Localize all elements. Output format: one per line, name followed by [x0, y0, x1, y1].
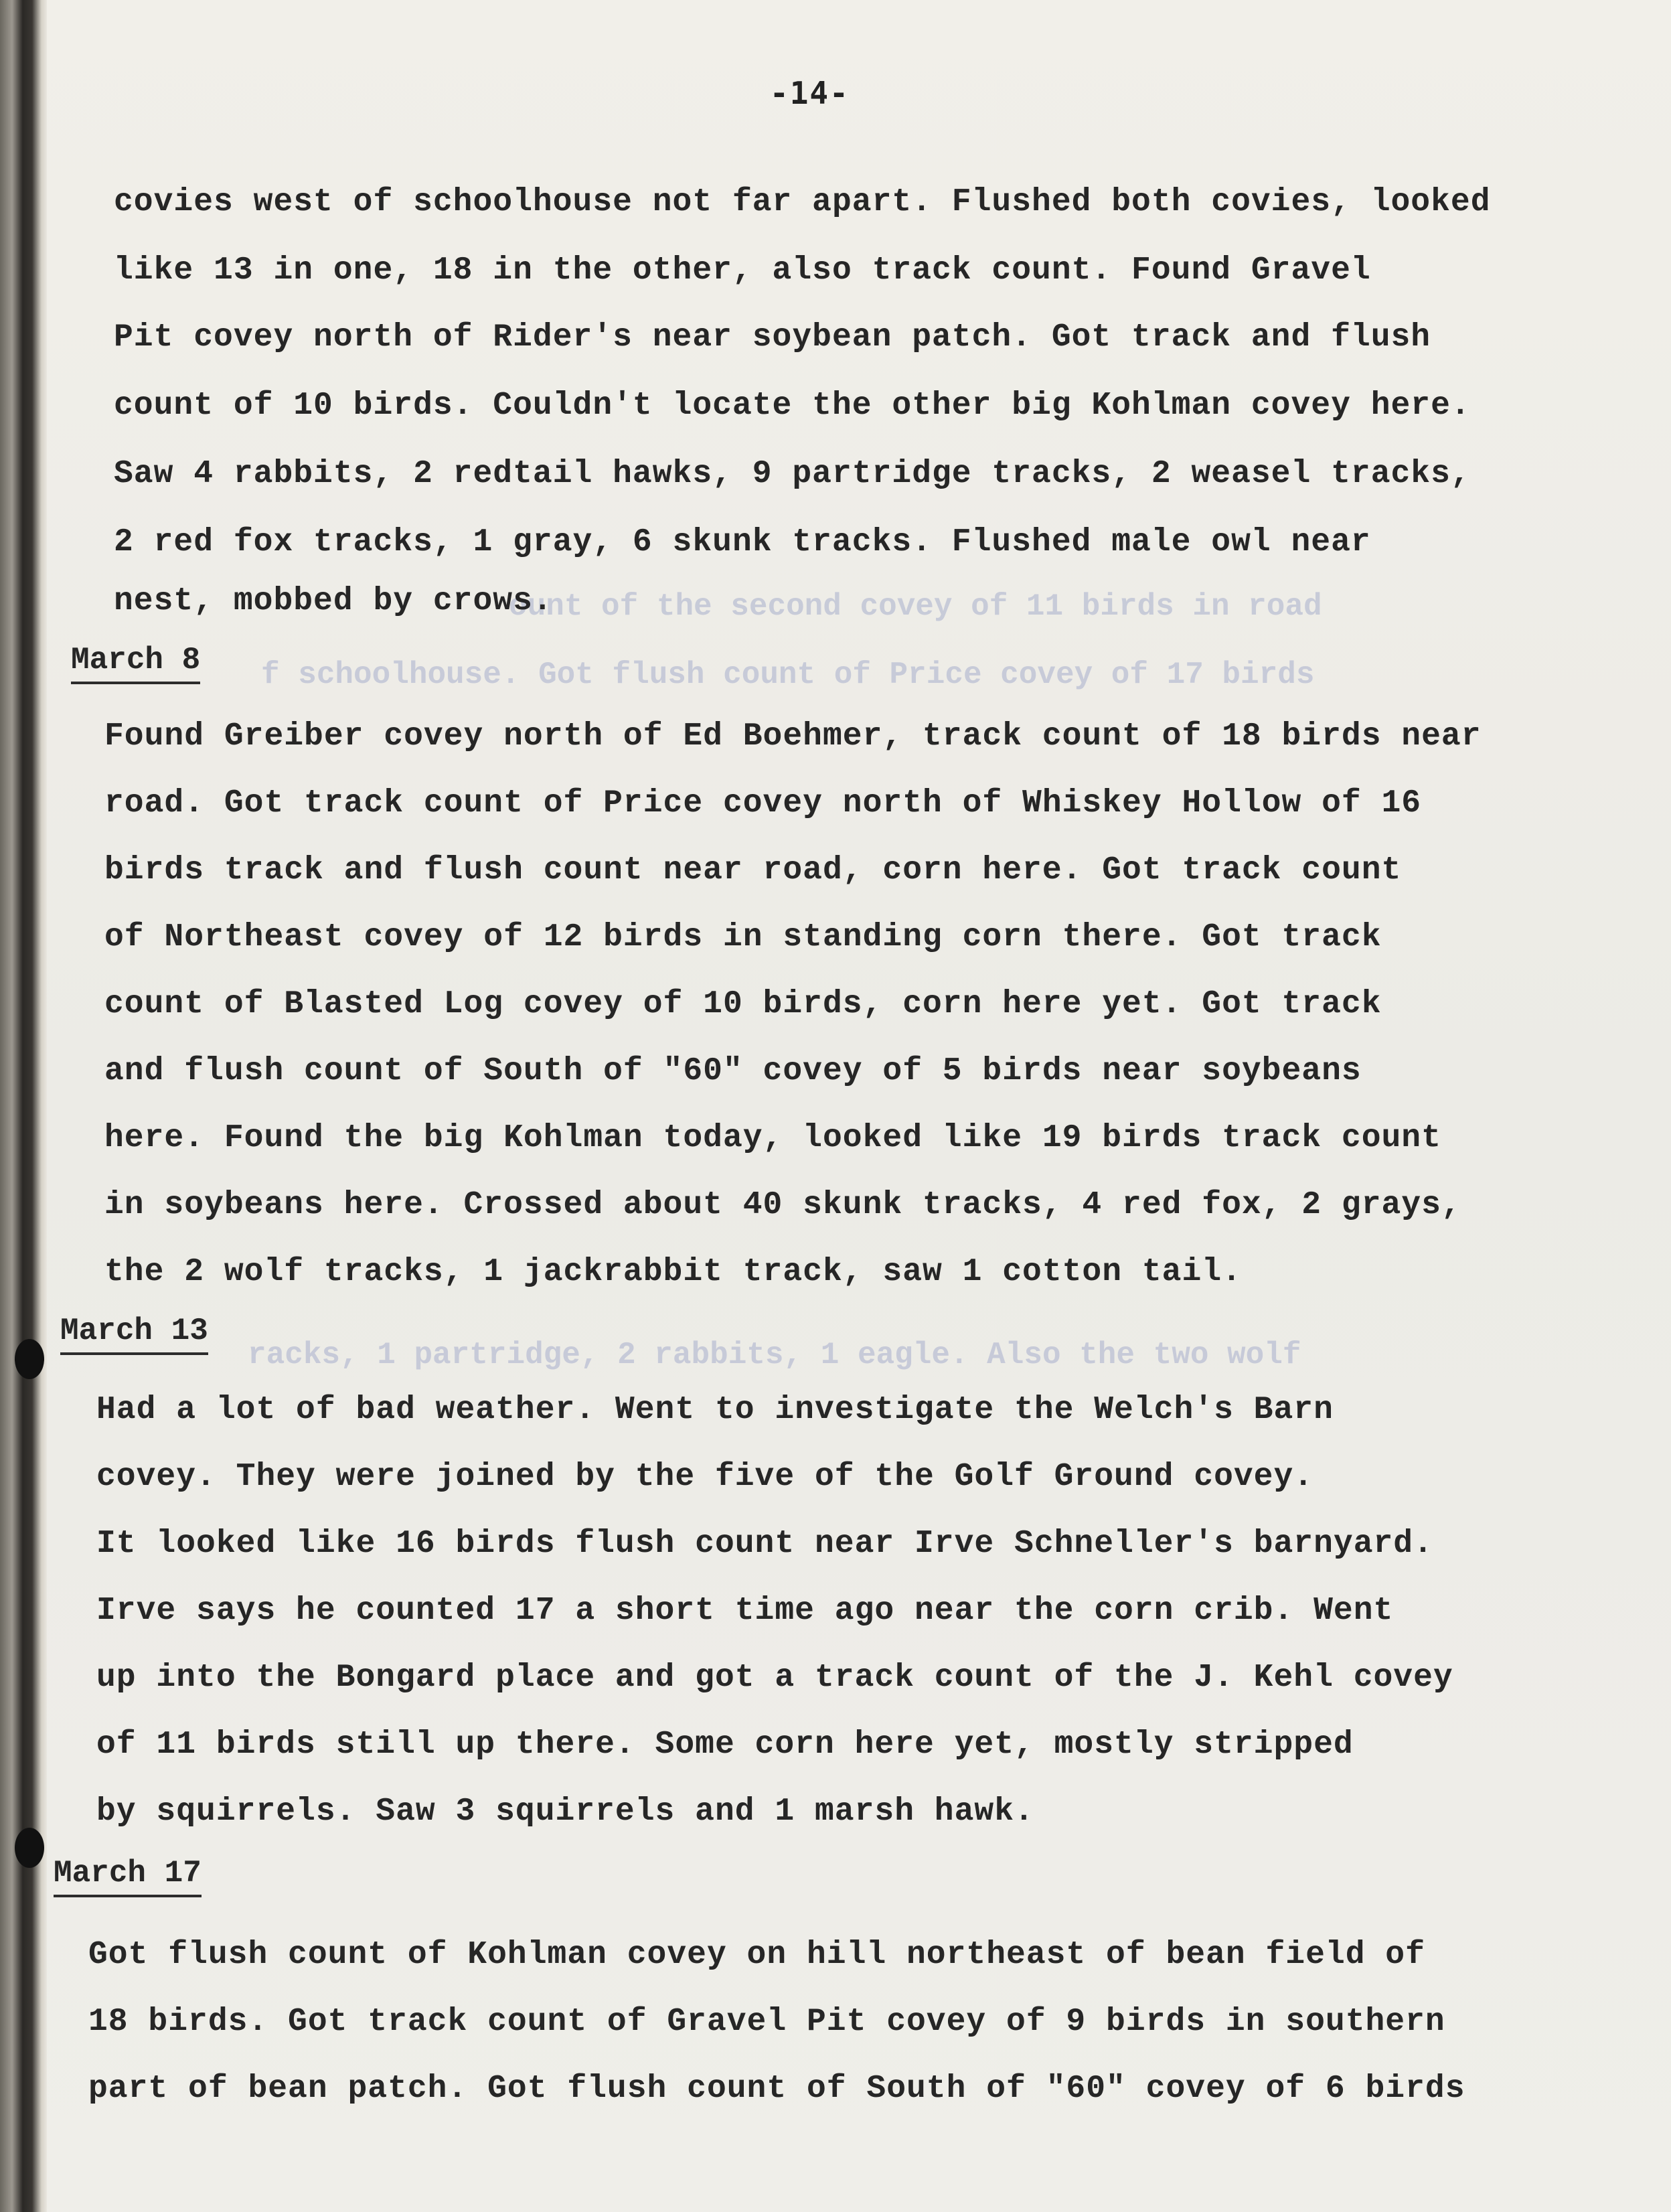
text-line: here. Found the big Kohlman today, looked like 19 birds track count	[104, 1120, 1441, 1156]
text-line: It looked like 16 birds flush count near Irve Schneller's barnyard.	[96, 1526, 1433, 1562]
entry-date-heading: March 8	[71, 641, 200, 684]
text-line: the 2 wolf tracks, 1 jackrabbit track, saw 1 cotton tail.	[104, 1254, 1242, 1290]
text-line: Had a lot of bad weather. Went to investigate the Welch's Barn	[96, 1392, 1334, 1428]
text-line: like 13 in one, 18 in the other, also track count. Found Gravel	[114, 252, 1371, 289]
text-line: part of bean patch. Got flush count of South of "60" covey of 6 birds	[88, 2071, 1465, 2107]
text-line: birds track and flush count near road, corn here. Got track count	[104, 852, 1402, 888]
binding-hole-top	[15, 1339, 44, 1379]
page-number: -14-	[770, 75, 850, 111]
typed-page	[47, 0, 1671, 2212]
text-line: Found Greiber covey north of Ed Boehmer, track count of 18 birds near	[104, 718, 1482, 755]
text-line: up into the Bongard place and got a track count of the J. Kehl covey	[96, 1660, 1453, 1696]
text-line: road. Got track count of Price covey north of Whiskey Hollow of 16	[104, 785, 1422, 821]
show-through-text: ount of the second covey of 11 birds in road	[509, 589, 1322, 624]
text-line: by squirrels. Saw 3 squirrels and 1 marsh hawk.	[96, 1794, 1034, 1830]
binding-edge	[0, 0, 47, 2212]
text-line: of Northeast covey of 12 birds in standing corn there. Got track	[104, 919, 1382, 955]
binding-hole-bottom	[15, 1828, 44, 1868]
text-line: and flush count of South of "60" covey of 5 birds near soybeans	[104, 1053, 1362, 1089]
show-through-text: f schoolhouse. Got flush count of Price covey of 17 birds	[261, 657, 1315, 692]
entry-date-heading: March 17	[54, 1854, 202, 1897]
text-line: covies west of schoolhouse not far apart. Flushed both covies, looked	[114, 184, 1491, 220]
text-line: in soybeans here. Crossed about 40 skunk tracks, 4 red fox, 2 grays,	[104, 1187, 1461, 1223]
entry-date-heading: March 13	[60, 1312, 208, 1355]
text-line: Saw 4 rabbits, 2 redtail hawks, 9 partridge tracks, 2 weasel tracks,	[114, 456, 1471, 492]
text-line: nest, mobbed by crows.	[114, 583, 553, 619]
text-line: 18 birds. Got track count of Gravel Pit covey of 9 birds in southern	[88, 2004, 1445, 2040]
text-line: count of 10 birds. Couldn't locate the other big Kohlman covey here.	[114, 388, 1471, 424]
text-line: 2 red fox tracks, 1 gray, 6 skunk tracks. Flushed male owl near	[114, 524, 1371, 560]
text-line: Got flush count of Kohlman covey on hill northeast of bean field of	[88, 1937, 1425, 1973]
text-line: of 11 birds still up there. Some corn here yet, mostly stripped	[96, 1727, 1354, 1763]
text-line: covey. They were joined by the five of the Golf Ground covey.	[96, 1459, 1314, 1495]
text-line: count of Blasted Log covey of 10 birds, corn here yet. Got track	[104, 986, 1382, 1022]
text-line: Irve says he counted 17 a short time ago near the corn crib. Went	[96, 1593, 1394, 1629]
text-line: Pit covey north of Rider's near soybean patch. Got track and flush	[114, 319, 1431, 356]
show-through-text: racks, 1 partridge, 2 rabbits, 1 eagle. Also the two wolf	[248, 1338, 1301, 1372]
